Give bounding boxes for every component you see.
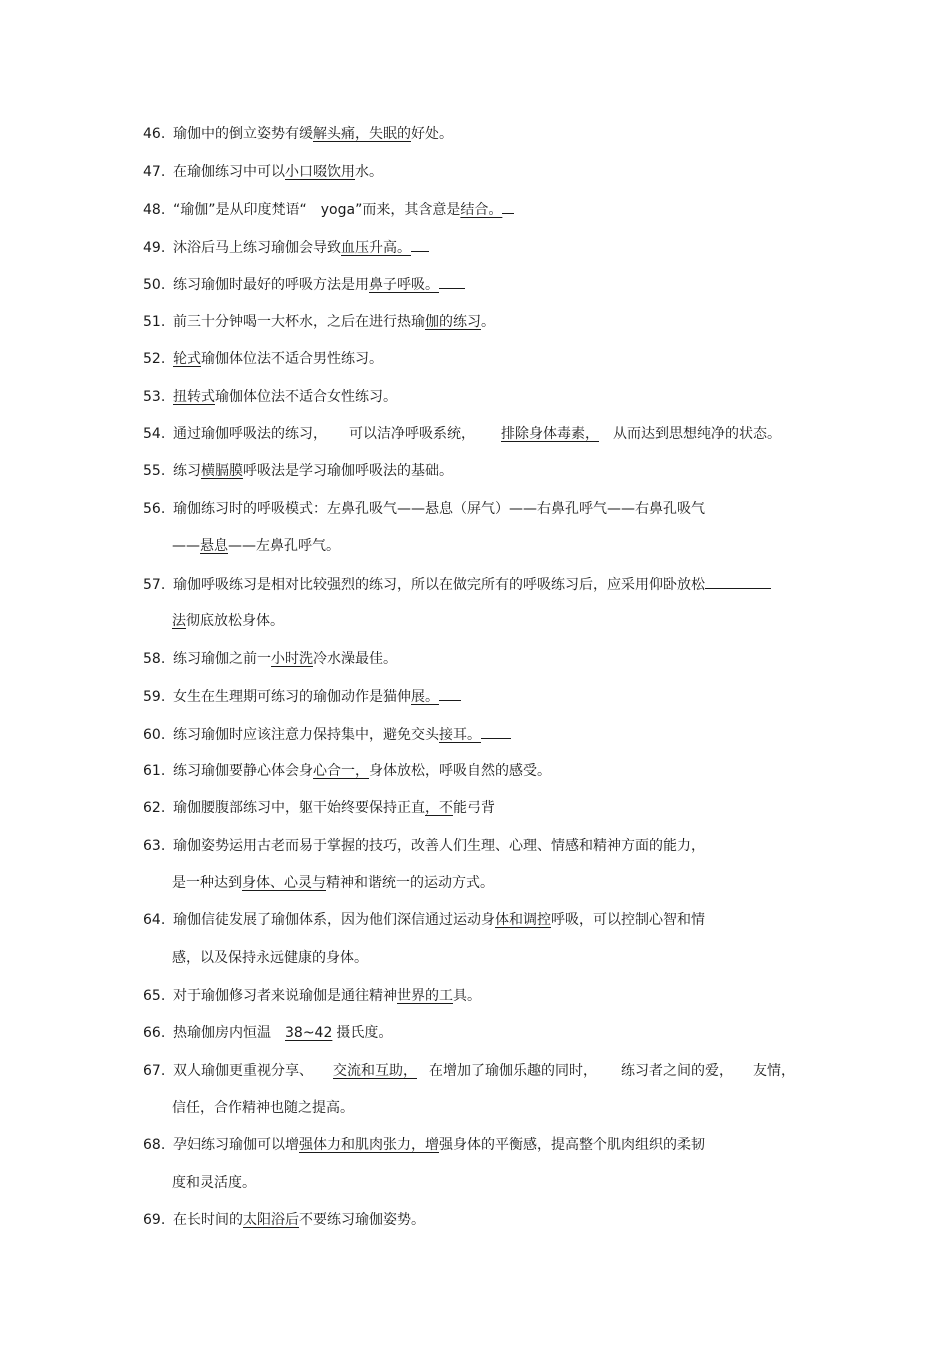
- question-47: 47. 在瑜伽练习中可以小口啜饮用水。: [143, 164, 383, 180]
- question-67-continuation: 信任，合作精神也随之提高。: [172, 1100, 354, 1116]
- answer: 交流和互助，: [333, 1063, 417, 1079]
- answer: 接耳。: [439, 727, 481, 743]
- answer: 小时洗: [271, 651, 313, 667]
- answer: 法: [172, 613, 186, 629]
- answer: 心合一，: [313, 763, 369, 779]
- question-54: 54. 通过瑜伽呼吸法的练习， 可以洁净呼吸系统， 排除身体毒素， 从而达到思想纯净的状态。: [143, 426, 781, 442]
- question-56-continuation: ——悬息——左鼻孔呼气。: [172, 538, 340, 554]
- question-58: 58. 练习瑜伽之前一小时洗冷水澡最佳。: [143, 651, 397, 667]
- answer: 轮式: [173, 351, 201, 367]
- question-62: 62. 瑜伽腰腹部练习中，躯干始终要保持正直，不能弓背: [143, 800, 495, 816]
- answer: 伽的练习: [425, 314, 481, 330]
- answer: 解头痛，失眠的: [313, 126, 411, 142]
- answer: 强体力和肌肉张力，增: [299, 1137, 439, 1153]
- question-59: 59. 女生在生理期可练习的瑜伽动作是猫伸展。: [143, 686, 808, 707]
- question-64: 64. 瑜伽信徒发展了瑜伽体系，因为他们深信通过运动身体和调控呼吸，可以控制心智和情: [143, 912, 705, 928]
- question-51: 51. 前三十分钟喝一大杯水，之后在进行热瑜伽的练习。: [143, 314, 495, 330]
- question-61: 61. 练习瑜伽要静心体会身心合一，身体放松，呼吸自然的感受。: [143, 763, 551, 779]
- question-68: 68. 孕妇练习瑜伽可以增强体力和肌肉张力，增强身体的平衡感，提高整个肌肉组织的柔韧: [143, 1137, 705, 1153]
- question-63-continuation: 是一种达到身体、心灵与精神和谐统一的运动方式。: [172, 875, 494, 891]
- question-68-continuation: 度和灵活度。: [172, 1175, 256, 1191]
- answer: 横膈膜: [201, 463, 243, 479]
- question-52: 52. 轮式瑜伽体位法不适合男性练习。: [143, 351, 383, 367]
- answer: ，不: [425, 800, 453, 816]
- question-63: 63. 瑜伽姿势运用古老而易于掌握的技巧，改善人们生理、心理、情感和精神方面的能力，: [143, 838, 705, 854]
- answer: 身体、心灵与: [242, 875, 326, 891]
- question-53: 53. 扭转式瑜伽体位法不适合女性练习。: [143, 389, 397, 405]
- answer: 展。: [411, 689, 439, 705]
- question-67: 67. 双人瑜伽更重视分享、 交流和互助， 在增加了瑜伽乐趣的同时， 练习者之间的爱， 友情，: [143, 1063, 795, 1079]
- question-57-continuation: 法彻底放松身体。: [172, 613, 284, 629]
- question-56: 56. 瑜伽练习时的呼吸模式：左鼻孔吸气——悬息（屏气）——右鼻孔呼气——右鼻孔吸气: [143, 501, 705, 517]
- question-48: 48. “瑜伽”是从印度梵语“ yoga”而来，其含意是结合。: [143, 199, 808, 220]
- question-64-continuation: 感，以及保持永远健康的身体。: [172, 950, 368, 966]
- question-49: 49. 沐浴后马上练习瑜伽会导致血压升高。: [143, 237, 808, 258]
- answer: 鼻子呼吸。: [369, 277, 439, 293]
- answer: 太阳浴后: [243, 1212, 299, 1228]
- answer: 世界的工: [397, 988, 453, 1004]
- answer: 排除身体毒素，: [501, 426, 599, 442]
- answer: 结合。: [460, 202, 503, 218]
- answer: 小口啜饮用: [285, 164, 355, 180]
- question-65: 65. 对于瑜伽修习者来说瑜伽是通往精神世界的工具。: [143, 988, 481, 1004]
- answer: 38~42: [285, 1025, 333, 1041]
- question-69: 69. 在长时间的太阳浴后不要练习瑜伽姿势。: [143, 1212, 425, 1228]
- answer: 血压升高。: [341, 240, 411, 256]
- question-55: 55. 练习横膈膜呼吸法是学习瑜伽呼吸法的基础。: [143, 463, 453, 479]
- answer: 体和调控: [495, 912, 551, 928]
- question-57: 57. 瑜伽呼吸练习是相对比较强烈的练习，所以在做完所有的呼吸练习后，应采用仰卧放松: [143, 574, 808, 595]
- answer: 悬息: [200, 538, 228, 554]
- question-50: 50. 练习瑜伽时最好的呼吸方法是用鼻子呼吸。: [143, 274, 808, 295]
- question-46: 46. 瑜伽中的倒立姿势有缓解头痛，失眠的好处。: [143, 126, 453, 142]
- question-60: 60. 练习瑜伽时应该注意力保持集中，避免交头接耳。: [143, 724, 808, 745]
- answer: 扭转式: [173, 389, 215, 405]
- question-66: 66. 热瑜伽房内恒温 38~42 摄氏度。: [143, 1025, 393, 1041]
